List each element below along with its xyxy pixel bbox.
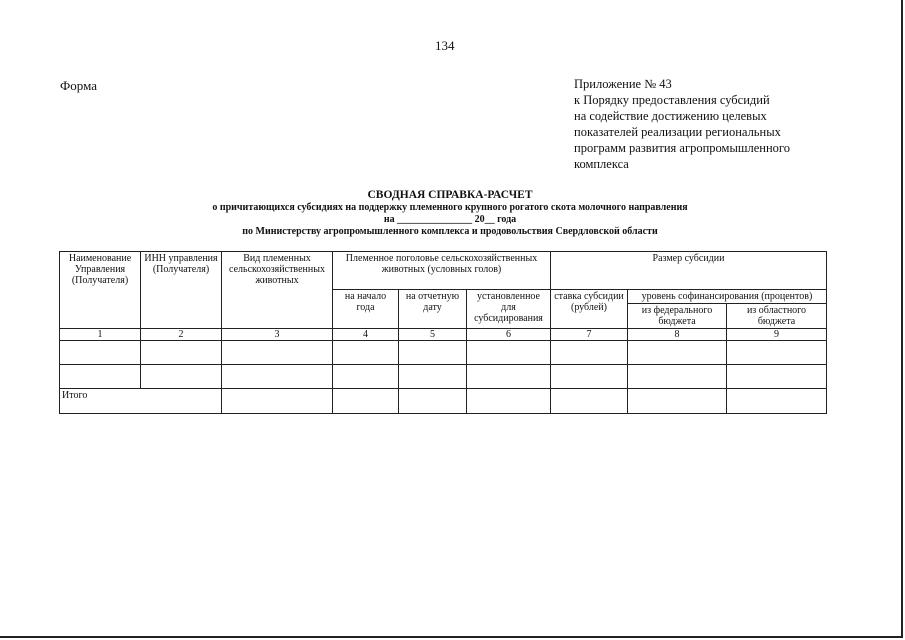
- column-number: 9: [727, 329, 827, 341]
- column-number: 7: [551, 329, 628, 341]
- appendix-line: Приложение № 43: [574, 77, 672, 91]
- table-cell: [399, 365, 467, 389]
- table-cell: [727, 389, 827, 414]
- table-cell: [551, 365, 628, 389]
- column-number-row: [60, 329, 827, 341]
- table-cell: [727, 365, 827, 389]
- table-cell: [399, 341, 467, 365]
- page-number: 134: [435, 38, 455, 53]
- column-number: 8: [628, 329, 727, 341]
- header-cofinancing-subcols: [628, 304, 826, 328]
- table-cell: [60, 341, 141, 365]
- column-number: 3: [222, 329, 333, 341]
- table-cell: [628, 365, 727, 389]
- header-subsidy-group: Размер субсидии: [551, 252, 827, 290]
- column-number: 4: [333, 329, 399, 341]
- appendix-line: к Порядку предоставления субсидий: [574, 93, 770, 107]
- header-reporting-date: на отчетную дату: [399, 290, 467, 329]
- appendix-line: на содействие достижению целевых: [574, 109, 767, 123]
- header-animal-type: Вид племенных сельскохозяйственных животных: [222, 252, 333, 329]
- header-livestock-group: Племенное поголовье сельскохозяйственных животных (условных голов): [333, 252, 551, 290]
- header-regional-budget: из областного бюджета: [746, 305, 807, 327]
- table-cell: [141, 365, 222, 389]
- document-title-block: [100, 188, 800, 238]
- header-cofinancing-label: уровень софинансирования (процентов): [628, 290, 826, 304]
- header-recipient-name: Наименование Управления (Получателя): [60, 252, 141, 329]
- header-set-for-subsidy: установленное для субсидирования: [467, 290, 551, 329]
- appendix-line: показателей реализации региональных: [574, 125, 781, 139]
- document-subtitle: о причитающихся субсидиях на поддержку племенного крупного рогатого скота молочного направления: [212, 202, 688, 213]
- header-inn: ИНН управления (Получателя): [141, 252, 222, 329]
- table-cell: [467, 341, 551, 365]
- table-cell: [399, 389, 467, 414]
- form-label: Форма: [60, 78, 97, 93]
- header-cofinancing-group: [628, 290, 827, 329]
- header-row-1: [60, 252, 827, 290]
- ministry-line: по Министерству агропромышленного комплекса и продовольствия Свердловской области: [242, 226, 658, 237]
- column-number: 6: [467, 329, 551, 341]
- table-cell: [333, 341, 399, 365]
- table-cell: [141, 341, 222, 365]
- total-label: Итого: [60, 389, 222, 414]
- header-subsidy-rate: ставка субсидии (рублей): [551, 290, 628, 329]
- subsidy-table: [59, 251, 827, 414]
- header-start-of-year: на начало года: [333, 290, 399, 329]
- table-cell: [333, 365, 399, 389]
- table-row: [60, 365, 827, 389]
- table-cell: [551, 341, 628, 365]
- document-title: СВОДНАЯ СПРАВКА-РАСЧЕТ: [367, 189, 533, 201]
- table-cell: [467, 365, 551, 389]
- table-cell: [727, 341, 827, 365]
- table-cell: [60, 365, 141, 389]
- table-cell: [222, 365, 333, 389]
- table-row: [60, 341, 827, 365]
- table-cell: [467, 389, 551, 414]
- table-cell: [628, 389, 727, 414]
- table-cell: [222, 389, 333, 414]
- report-date-line: на _______________ 20__ года: [383, 214, 517, 225]
- table-cell: [222, 341, 333, 365]
- header-federal-budget: из федерального бюджета: [628, 304, 727, 328]
- column-number: 5: [399, 329, 467, 341]
- column-number: 2: [141, 329, 222, 341]
- appendix-line: комплекса: [574, 157, 629, 171]
- table-cell: [333, 389, 399, 414]
- appendix-block: [574, 76, 874, 172]
- table-cell: [551, 389, 628, 414]
- appendix-line: программ развития агропромышленного: [574, 141, 790, 155]
- table-cell: [628, 341, 727, 365]
- column-number: 1: [60, 329, 141, 341]
- total-row: [60, 389, 827, 414]
